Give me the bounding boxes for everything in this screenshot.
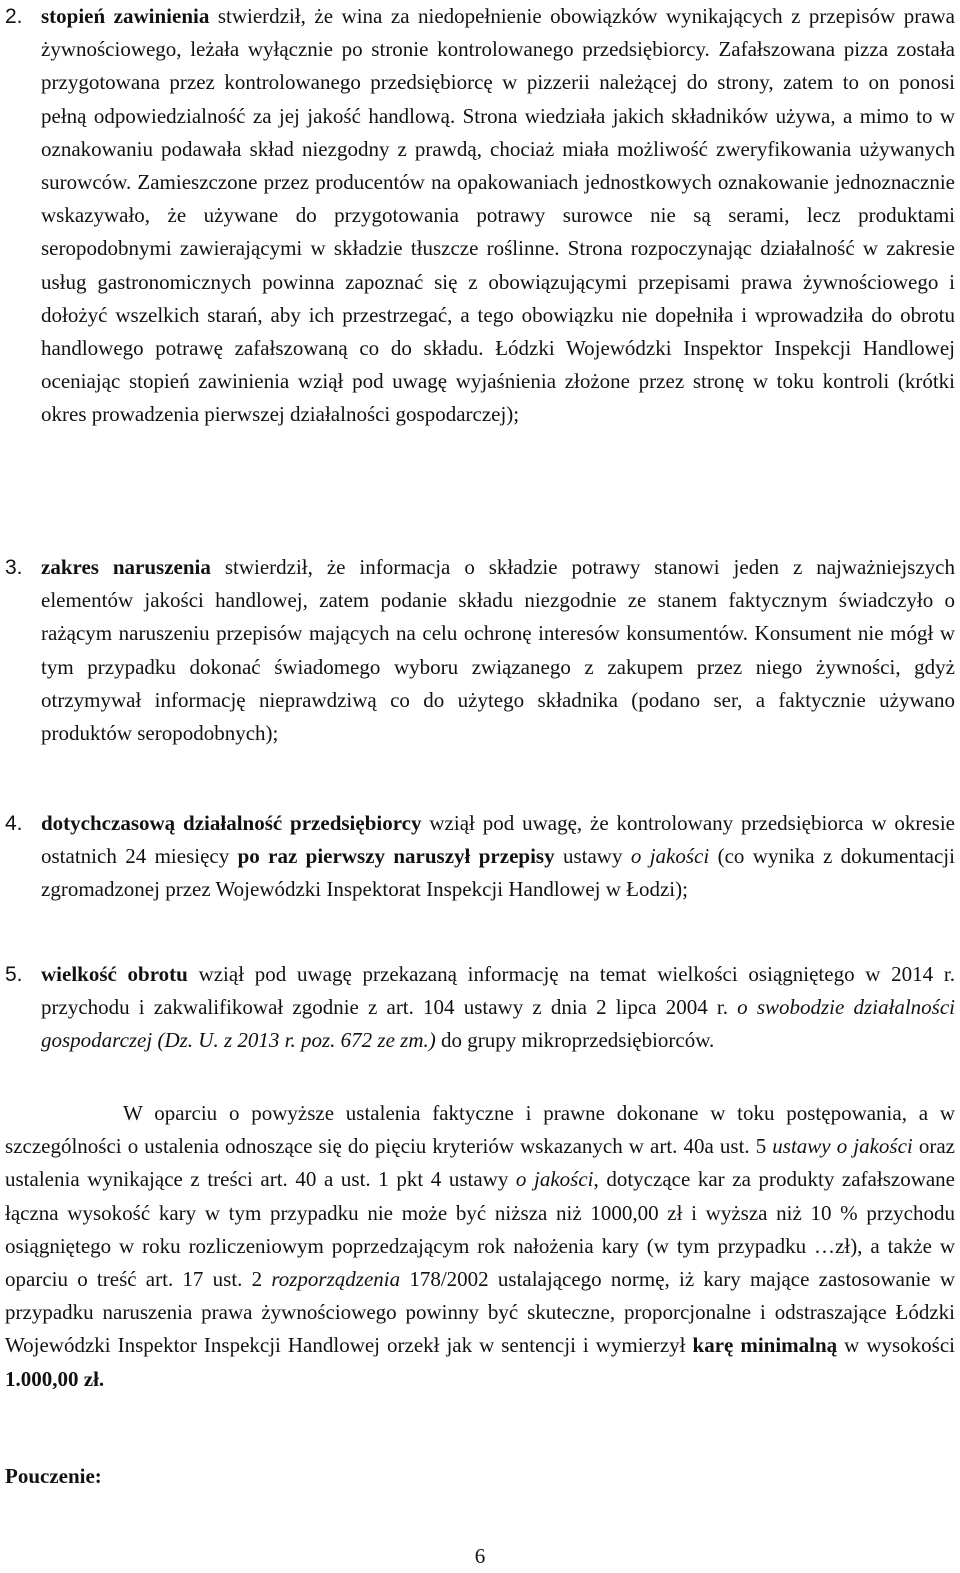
- decision-paragraph: [5, 1097, 955, 1396]
- italic-text: o swobodzie działalności gospodarczej (Dz. U. z 2013 r. poz. 672 ze zm.): [41, 995, 955, 1053]
- text-run: (co wynika z dokumentacji zgromadzonej przez Wojewódzki Inspektorat Inspekcji Handlowej w Łodzi);: [41, 844, 955, 902]
- list-item-text: [41, 0, 955, 432]
- list-item-5: [5, 958, 955, 1058]
- bold-text: po raz pierwszy naruszył przepisy: [237, 844, 555, 869]
- text-run: 178/2002 ustalającego normę, iż kary mające zastosowanie w przypadku naruszenia prawa żywnościowego powinny być skuteczne, proporcjonalne i odstraszające Łódzki Wojewódzki Inspektor Inspekcji Handlowej orzekł jak w sentencji i wymierzył: [5, 1267, 955, 1358]
- bold-text: dotychczasową działalność przedsiębiorcy: [41, 811, 422, 835]
- list-number: 5.: [5, 963, 23, 986]
- text-run: W oparciu o powyższe ustalenia faktyczne i prawne dokonane w toku postępowania, a w szczególności o ustalenia odnoszące się do pięciu kryteriów wskazanych w art. 40a ust. 5: [5, 1101, 955, 1159]
- text-run: ustawy: [554, 844, 631, 869]
- bold-text: zakres naruszenia: [41, 555, 211, 579]
- bold-text: karę minimalną: [692, 1333, 838, 1358]
- italic-text: rozporządzenia: [271, 1267, 401, 1292]
- text-run: stwierdził, że wina za niedopełnienie obowiązków wynikających z przepisów prawa żywnościowego, leżała wyłącznie po stronie kontrolowanego przedsiębiorcy. Zafałszowana pizza została przygotowana przez kontrolowanego przedsiębiorcę w pizzerii należącej do strony, zatem to on ponosi pełną odpowiedzialność za jej jakość handlową. Strona wiedziała jakich składników używa, a mimo to w oznakowaniu podawała skład niezgodny z prawdą, chociaż miała możliwość zweryfikowania używanych surowców. Zamieszczone przez producentów na opakowaniach jednostkowych oznakowanie jednoznacznie wskazywało, że używane do przygotowania potrawy surowce nie są serami, lecz produktami seropodobnymi zawierającymi w składzie tłuszcze roślinne. Strona rozpoczynając działalność w zakresie usług gastronomicznych powinna zapoznać się z obowiązującymi przepisami prawa żywnościowego i dołożyć wszelkich starań, aby ich przestrzegać, a tego obowiązku nie dopełniła i wprowadziła do obrotu handlowego potrawę zafałszowaną co do składu. Łódzki Wojewódzki Inspektor Inspekcji Handlowej oceniając stopień zawinienia wziął pod uwagę wyjaśnienia złożone przez stronę w toku kontroli (krótki okres prowadzenia pierwszej działalności gospodarczej);: [41, 4, 955, 427]
- list-number: 3.: [5, 556, 23, 579]
- list-item-4: [5, 807, 955, 907]
- italic-text: ustawy o jakości: [772, 1134, 913, 1159]
- text-run: , dotyczące kar za produkty zafałszowane łączna wysokość kary w tym przypadku nie może być niższa niż 1000,00 zł i wyższa niż 10 % przychodu osiągniętego w roku rozliczeniowym poprzedzającym rok nałożenia kary (w tym przypadku …zł), a także w oparciu o treść art. 17 ust. 2: [5, 1167, 956, 1292]
- bold-text: wielkość obrotu: [41, 962, 188, 986]
- text-run: w wysokości: [837, 1333, 955, 1358]
- bold-text: 1.000,00 zł.: [5, 1366, 105, 1391]
- list-number: 2.: [5, 5, 23, 28]
- italic-text: o jakości: [515, 1167, 594, 1192]
- italic-text: o jakości: [630, 844, 710, 869]
- list-number: 4.: [5, 812, 23, 835]
- section-heading: Pouczenie:: [5, 1464, 102, 1488]
- text-run: stwierdził, że informacja o składzie potrawy stanowi jeden z najważniejszych elementów jakości handlowej, zatem podanie składu niezgodnie ze stanem faktycznym świadczyło o rażącym naruszeniu przepisów mających na celu ochronę interesów konsumentów. Konsument nie mógł w tym przypadku dokonać świadomego wyboru związanego z zakupem przez niego żywności, gdyż otrzymywał informację nieprawdziwą co do użytego składnika (podano ser, a faktycznie używano produktów seropodobnych);: [41, 555, 955, 746]
- bold-text: stopień zawinienia: [41, 4, 210, 28]
- text-run: wziął pod uwagę, że kontrolowany przedsiębiorca w okresie ostatnich 24 miesięcy: [41, 811, 955, 869]
- list-item-3: [5, 551, 955, 750]
- list-item-text: [41, 551, 955, 750]
- text-run: do grupy mikroprzedsiębiorców.: [435, 1028, 715, 1053]
- list-item-text: [41, 958, 955, 1058]
- page-number: 6: [474, 1544, 486, 1568]
- text-run: wziął pod uwagę przekazaną informację na temat wielkości osiągniętego w 2014 r. przychodu i zakwalifikował zgodnie z art. 104 ustawy z dnia 2 lipca 2004 r.: [41, 962, 955, 1020]
- list-item-2: [5, 0, 955, 432]
- list-item-text: [41, 807, 955, 907]
- text-run: oraz ustalenia wynikające z treści art. 40 a ust. 1 pkt 4 ustawy: [5, 1134, 955, 1192]
